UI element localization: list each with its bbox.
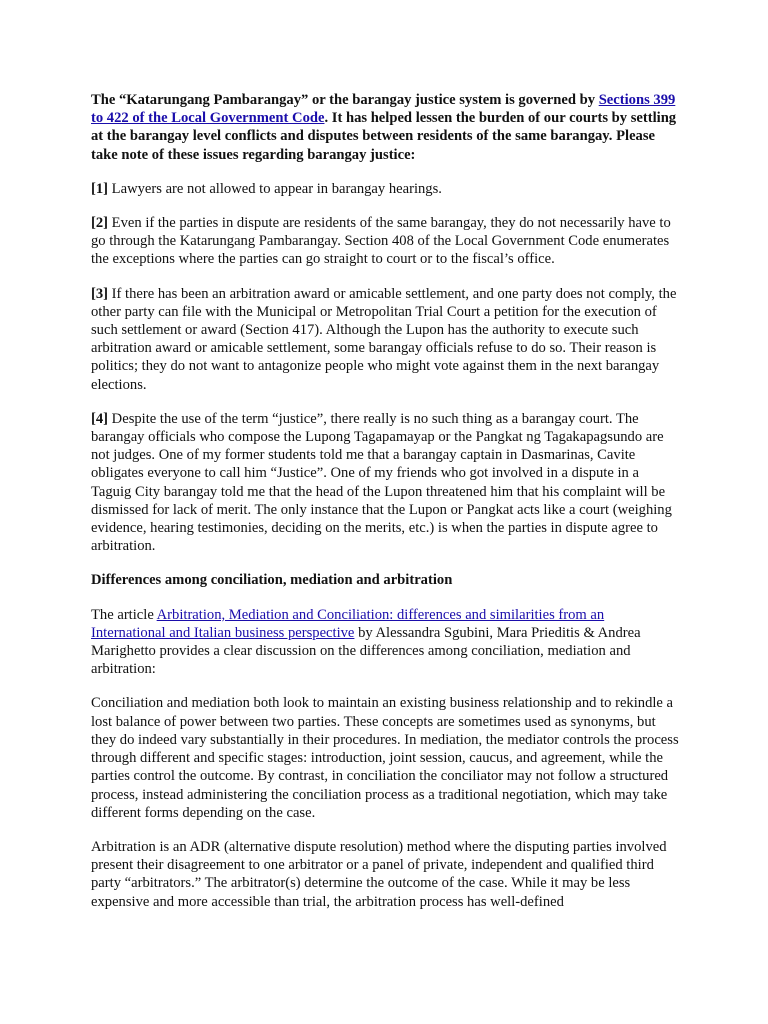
issue-item-3 bbox=[91, 285, 682, 394]
issue-number: [1] bbox=[91, 180, 109, 197]
issue-text: Despite the use of the term “justice”, there really is no such thing as a barangay court. The barangay officials who compose the Lupong Tagapamayap or the Pangkat ng Tagakapagsundo are not judges. One of my former students told me that a barangay captain in Dasmarinas, Cavite obligates everyone to call him “Justice”. One of my friends who got involved in a dispute in a Taguig City barangay told me that the head of the Lupon threatened him that his complaint will be dismissed for lack of merit. The only instance that the Lupon or Pangkat acts like a court (weighing evidence, hearing testimonies, deciding on the merits, etc.) is when the parties in dispute agree to arbitration. bbox=[91, 410, 672, 555]
issue-item-4 bbox=[91, 410, 682, 556]
intro-text-end: . It has helped lessen the burden of our courts by settling at the barangay level conflicts and disputes between residents of the same barangay. Please take note of these issues regarding barangay justice: bbox=[91, 110, 677, 163]
conciliation-paragraph: Conciliation and mediation both look to maintain an existing business relationship and to rekindle a lost balance of power between two parties. These concepts are sometimes used as synonyms, but they do indeed vary substantially in their procedures. In mediation, the mediator controls the process through different and specific stages: introduction, joint session, caucus, and agreement, while the parties control the outcome. By contrast, in conciliation the conciliator may not follow a structured process, instead administering the conciliation process as a traditional negotiation, which may take different forms depending on the case. bbox=[91, 695, 679, 821]
issue-text: Even if the parties in dispute are residents of the same barangay, they do not necessarily have to go through the Katarungang Pambarangay. Section 408 of the Local Government Code enumerates the exceptions where the parties can go straight to court or to the fiscal’s office. bbox=[91, 215, 671, 268]
section-heading: Differences among conciliation, mediation and arbitration bbox=[91, 572, 453, 589]
article-suffix: by Alessandra Sgubini, Mara Prieditis & Andrea Marighetto provides a clear discussion on the differences among conciliation, mediation and arbitration: bbox=[91, 624, 641, 678]
issue-text: Lawyers are not allowed to appear in barangay hearings. bbox=[108, 180, 442, 197]
article-reference-paragraph bbox=[91, 606, 682, 679]
intro-text-start: The “Katarungang Pambarangay” or the barangay justice system is governed by bbox=[91, 92, 599, 108]
arbitration-paragraph: Arbitration is an ADR (alternative dispute resolution) method where the disputing parties involved present their disagreement to one arbitrator or a panel of private, independent and qualified third party “arbitrators.” The arbitrator(s) determine the outcome of the case. While it may be less expensive and more accessible than trial, the arbitration process has well-defined bbox=[91, 838, 667, 910]
issue-number: [2] bbox=[91, 215, 109, 232]
issue-text: If there has been an arbitration award or amicable settlement, and one party does not comply, the other party can file with the Municipal or Metropolitan Trial Court a petition for the execution of such settlement or award (Section 417). Although the Lupon has the authority to execute such arbitration award or amicable settlement, some barangay officials refuse to do so. Their reason is politics; they do not want to antagonize people who might vote against them in the next barangay elections. bbox=[91, 285, 677, 393]
issue-number: [3] bbox=[91, 285, 109, 302]
article-link[interactable]: Arbitration, Mediation and Conciliation: differences and similarities from an International and Italian business perspective bbox=[91, 606, 605, 641]
local-government-code-link[interactable]: Sections 399 to 422 of the Local Government Code bbox=[91, 92, 676, 127]
issue-item-1 bbox=[91, 180, 682, 198]
issue-number: [4] bbox=[91, 410, 109, 427]
intro-paragraph bbox=[91, 91, 682, 164]
issue-item-2 bbox=[91, 214, 682, 269]
article-prefix: The article bbox=[91, 606, 157, 623]
